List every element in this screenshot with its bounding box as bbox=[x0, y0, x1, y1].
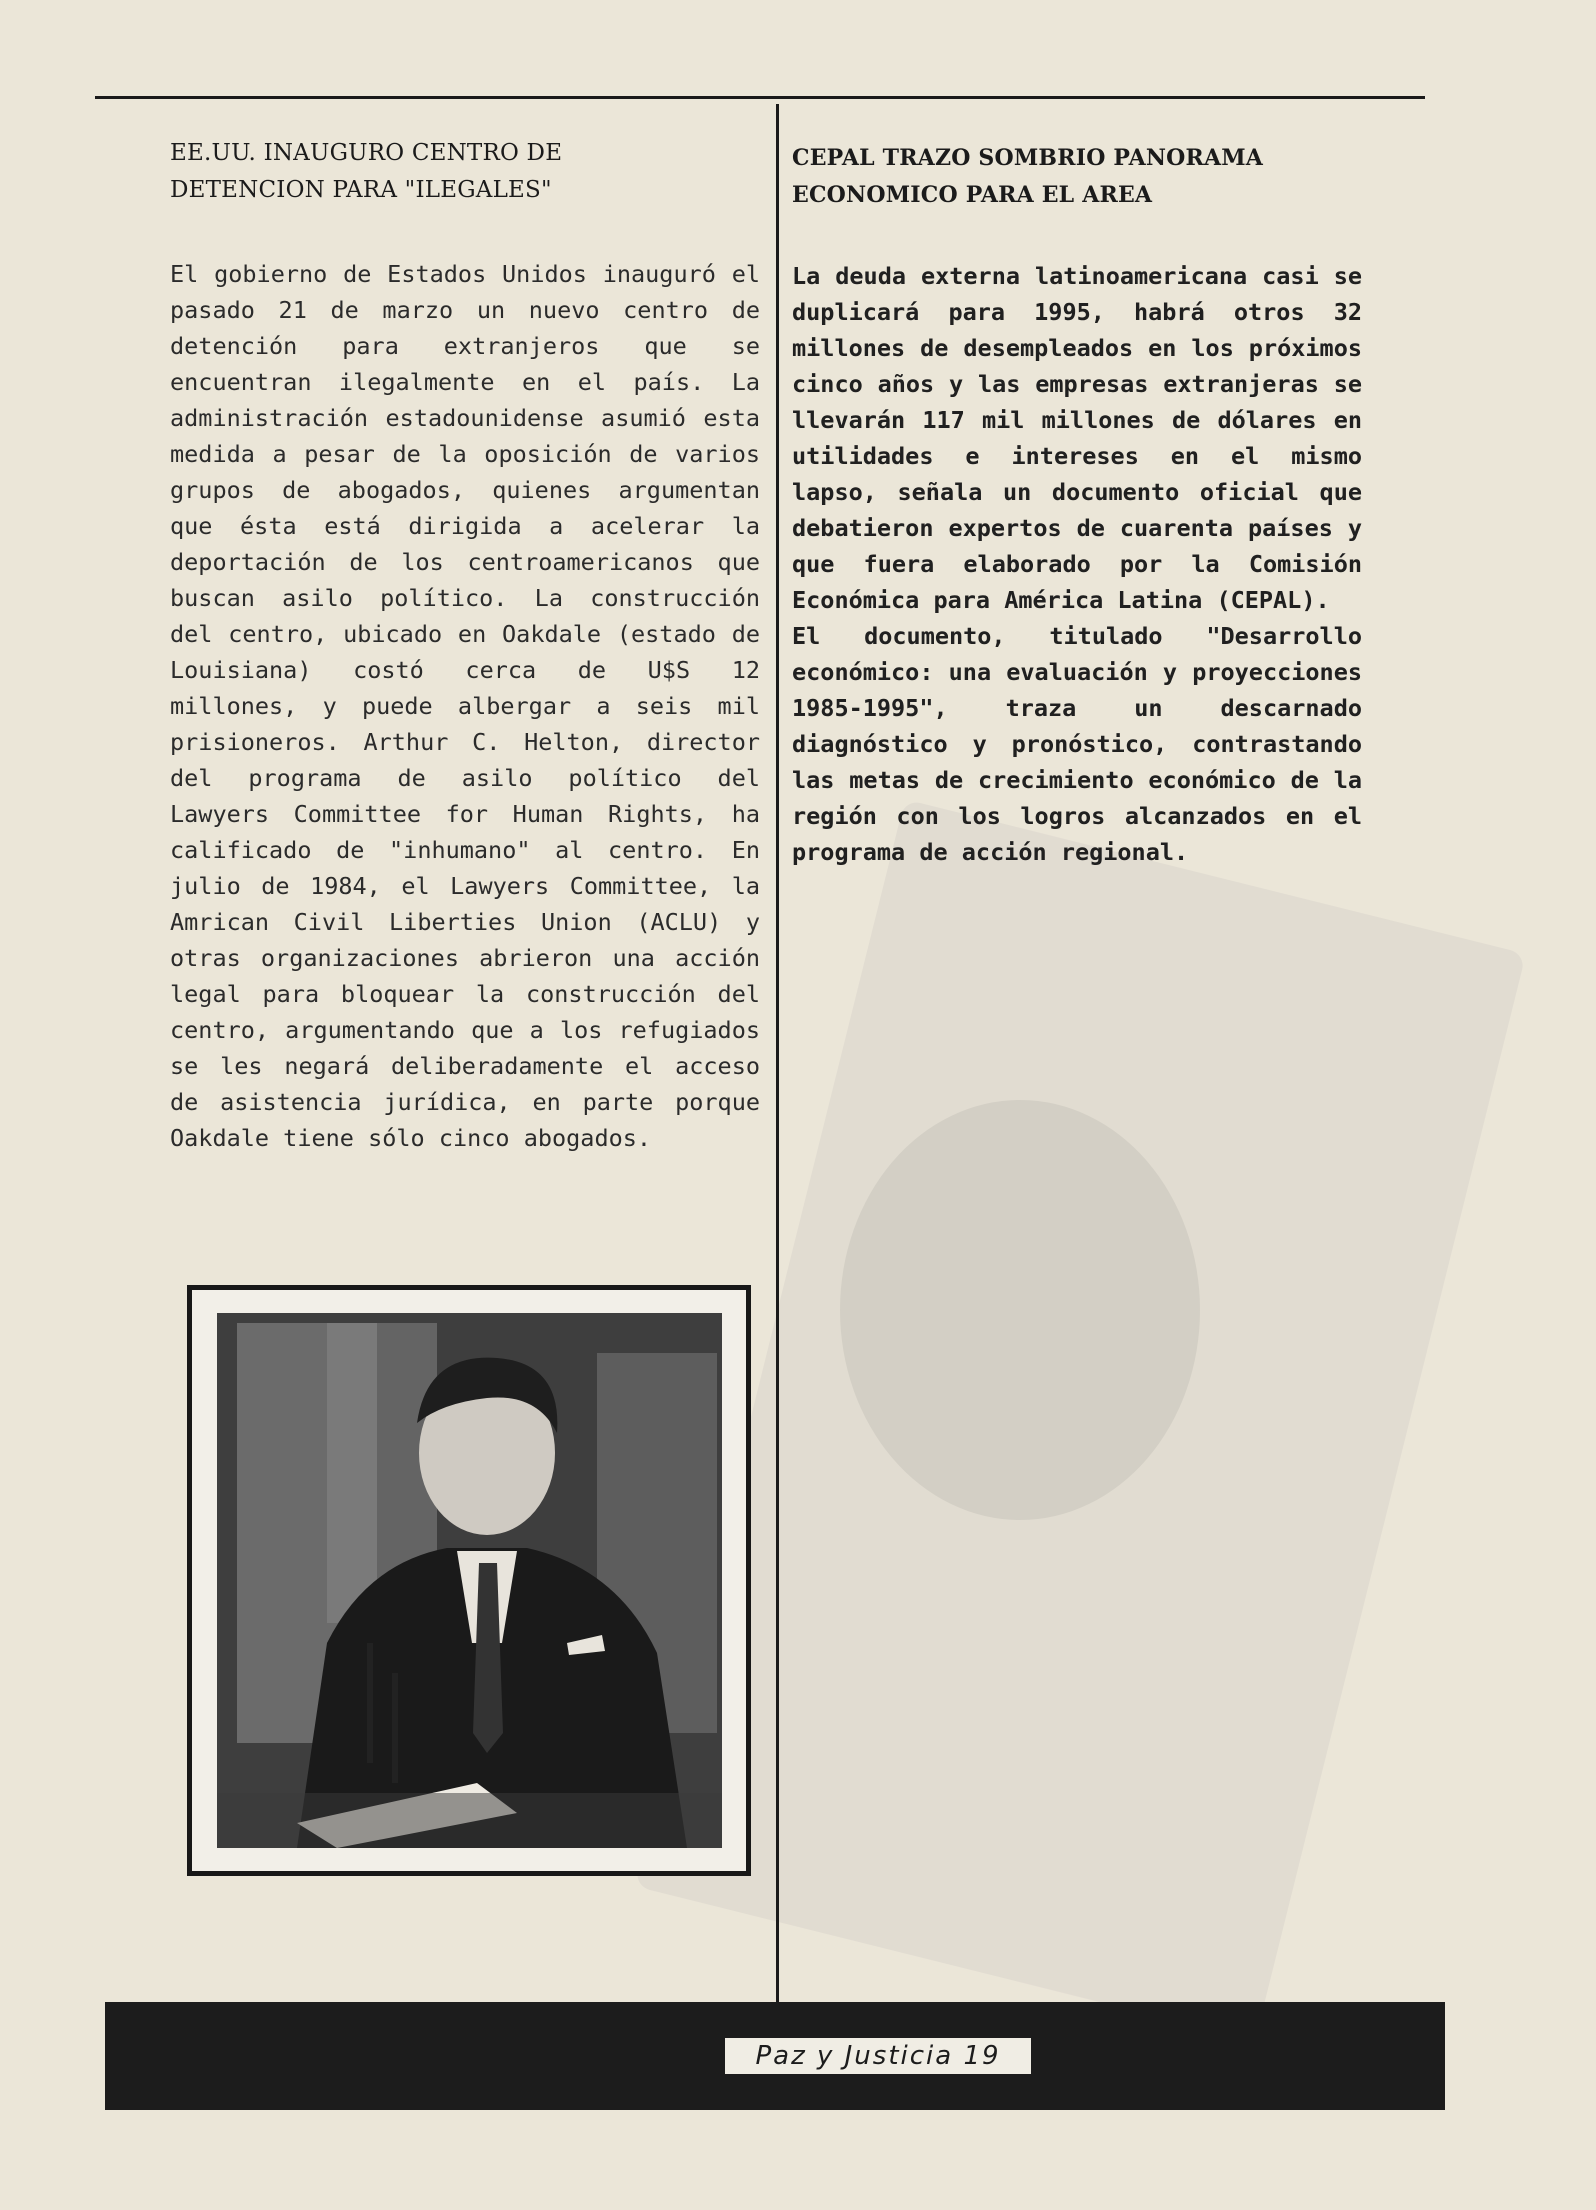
page-footer-label: Paz y Justicia 19 bbox=[723, 2036, 1033, 2076]
background-watermark-shade bbox=[840, 1100, 1200, 1520]
right-headline-line2: ECONOMICO PARA EL AREA bbox=[792, 182, 1153, 208]
right-headline bbox=[792, 140, 1362, 214]
left-headline-line2: DETENCION PARA "ILEGALES" bbox=[170, 177, 552, 203]
photo-frame bbox=[187, 1285, 751, 1876]
column-divider bbox=[776, 104, 779, 2010]
left-column bbox=[170, 135, 760, 1156]
right-paragraph-1: La deuda externa latinoamericana casi se duplicará para 1995, habrá otros 32 millones de desempleados en los próximos cinco años y las empresas extranjeras se llevarán 117 mil millones de dólares en utilidades e intereses en el mismo lapso, señala un documento oficial que debatieron expertos de cuarenta países y que fuera elaborado por la Comisión Económica para América Latina (CEPAL). bbox=[792, 262, 1362, 614]
footer-bar bbox=[105, 2002, 1445, 2110]
right-article-body bbox=[792, 258, 1362, 870]
left-headline-line1: EE.UU. INAUGURO CENTRO DE bbox=[170, 140, 563, 166]
left-article-body: El gobierno de Estados Unidos inauguró el pasado 21 de marzo un nuevo centro de detención para extranjeros que se encuentran ilegalmente en el país. La administración estadounidense asumió esta medida a pesar de la oposición de varios grupos de abogados, quienes argumentan que ésta está dirigida a acelerar la deportación de los centroamericanos que buscan asilo político. La construcción del centro, ubicado en Oakdale (estado de Louisiana) costó cerca de U$S 12 millones, y puede albergar a seis mil prisioneros. Arthur C. Helton, director del programa de asilo político del Lawyers Committee for Human Rights, ha calificado de "inhumano" al centro. En julio de 1984, el Lawyers Committee, la Amrican Civil Liberties Union (ACLU) y otras organizaciones abrieron una acción legal para bloquear la construcción del centro, argumentando que a los refugiados se les negará deliberadamente el acceso de asistencia jurídica, en parte porque Oakdale tiene sólo cinco abogados. bbox=[170, 260, 760, 1152]
speaker-photo bbox=[217, 1313, 722, 1848]
right-headline-line1: CEPAL TRAZO SOMBRIO PANORAMA bbox=[792, 145, 1264, 171]
top-rule bbox=[95, 96, 1425, 99]
right-paragraph-2: El documento, titulado "Desarrollo económico: una evaluación y proyecciones 1985-1995", traza un descarnado diagnóstico y pronóstico, contrastando las metas de crecimiento económico de la región con los logros alcanzados en el programa de acción regional. bbox=[792, 622, 1362, 866]
right-column bbox=[792, 140, 1362, 870]
left-headline bbox=[170, 135, 760, 209]
